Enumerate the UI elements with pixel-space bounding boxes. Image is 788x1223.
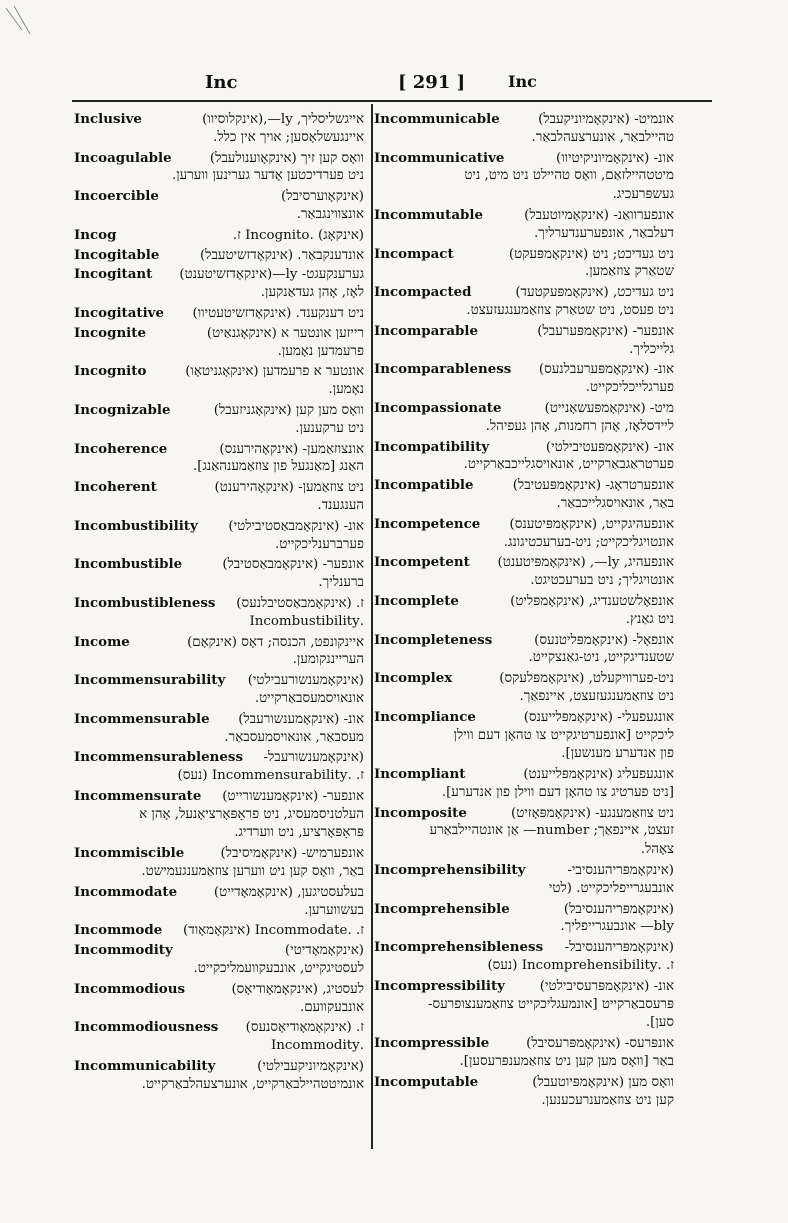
- headword: Incomparableness: [374, 361, 512, 378]
- dictionary-entry: [374, 206, 674, 244]
- definition-continuation: דעלבאַר, אונפערענדערליך.: [534, 225, 674, 241]
- headword: Incommodity: [74, 942, 173, 959]
- headword: Incognite: [74, 324, 146, 341]
- definition-continuation: בעשווערען.: [304, 902, 364, 918]
- page-number: [ 291 ]: [398, 72, 466, 93]
- entry-first-line: [374, 322, 674, 341]
- dictionary-entry: [374, 1034, 674, 1072]
- dictionary-entry: [74, 883, 364, 921]
- definition-text: אונפעהיגקייט, (אינקאָמפּיטענס): [509, 516, 674, 532]
- definition-text: ניט דענקענד. (אינקאָדזשיטעטיוו): [192, 305, 364, 321]
- entry-first-line: [74, 324, 364, 343]
- entry-first-line: [74, 440, 364, 459]
- definition-continuation: האַנג [מאַנגעל פון צוזאַמענהאַנג].: [192, 459, 364, 475]
- headword: Incommodate: [74, 883, 178, 900]
- dictionary-entry: [74, 517, 364, 555]
- definition-text: אונ- (אינקאָמפּעטיבילטי): [545, 439, 674, 455]
- definition-continuation: צאָהל.: [640, 842, 674, 858]
- entry-first-line: [374, 631, 674, 650]
- entry-first-line: [74, 555, 364, 574]
- headword: Incompetent: [374, 554, 470, 571]
- dictionary-entry: [374, 592, 674, 630]
- dictionary-entry: [374, 1073, 674, 1111]
- entry-first-line: [74, 710, 364, 729]
- headword: Incompassionate: [374, 399, 502, 416]
- definition-text: בעלעסטיגען, (אינקאָמאָדייט): [213, 884, 364, 900]
- headword: Incommensurate: [74, 787, 202, 804]
- definition-continuation: לעסטיגקייט, אונבעקוועמליכקייט.: [193, 961, 364, 977]
- definition-text: ז. (אינקאָמאָודיאָסנעס): [245, 1020, 364, 1036]
- definition-text: אונטער א פרעמדען (אינקאָגניטאָו): [185, 364, 364, 380]
- definition-text: ז. .Incommodate (אינקאָמאָוד): [183, 923, 364, 939]
- headword: Incogitative: [74, 304, 164, 321]
- definition-continuation: פערטראַגבאַרקייט, אונאויסגלייכבאַרקייט.: [463, 457, 674, 473]
- entry-first-line: [74, 517, 364, 536]
- entry-first-line: [74, 844, 364, 863]
- definition-continuation: אונטויגליכקייט; ניט-בערעכטיגונג.: [503, 534, 674, 550]
- definition-text: אונגעפעלי- (אינקאָמפּלייענס): [523, 709, 674, 725]
- entry-first-line: [374, 1073, 674, 1092]
- definition-text: אונדענקבאַר. (אינקאָדזשיטעבל): [199, 247, 364, 263]
- entry-first-line: [74, 787, 364, 806]
- dictionary-entry: [74, 921, 364, 940]
- headword: Incommensurability: [74, 672, 226, 689]
- headword: Incommodiousness: [74, 1019, 219, 1036]
- entry-first-line: [374, 708, 674, 727]
- definition-continuation: לאָז, אָהן געדאַנקען.: [260, 285, 364, 301]
- definition-text: (אינקאָמענשורעבילטי): [247, 673, 364, 689]
- definition-continuation: פערגלייכליכקייט.: [585, 380, 674, 396]
- definition-continuation: פרעמדען נאָמען.: [277, 343, 364, 359]
- headword: Incompressibility: [374, 977, 505, 994]
- entry-first-line: [74, 921, 364, 940]
- definition-text: ניט געדיכט, (אינקאָמפּעקטעד): [515, 285, 674, 301]
- definition-text: אונפער- (אינקאָמבאַסטיבל): [222, 557, 364, 573]
- dictionary-entry: [374, 977, 674, 1033]
- entry-first-line: [374, 283, 674, 302]
- definition-continuation: ניט צוזאַמענגעזעצט, איינפאַך.: [519, 688, 674, 704]
- definition-text: ניט צוזאַמען- (אינקאָהירענט): [214, 480, 364, 496]
- dictionary-entry: [74, 941, 364, 979]
- entry-first-line: [74, 149, 364, 168]
- entry-first-line: [74, 633, 364, 652]
- dictionary-entry: [74, 440, 364, 478]
- definition-text: אונפער- (אינקאָמענשורייט): [222, 788, 364, 804]
- definition-continuation: ליידסלאָז, אָהן רחמנות, אָהן געפיהל.: [485, 418, 674, 434]
- headword: Incognizable: [74, 401, 171, 418]
- headword: Incoherence: [74, 440, 168, 457]
- entry-first-line: [74, 1018, 364, 1037]
- entry-first-line: [374, 553, 674, 572]
- definition-continuation: הערייננקומען.: [292, 652, 364, 668]
- headword: Income: [74, 633, 130, 650]
- dictionary-entry: [74, 980, 364, 1018]
- headword: Incomprehensibility: [374, 862, 526, 879]
- definition-continuation: גלייכליך.: [629, 341, 674, 357]
- dictionary-entry: [74, 555, 364, 593]
- headword: Incognito: [74, 363, 147, 380]
- definition-continuation: אונבעגרייפליכקייט. (לטי: [548, 880, 674, 896]
- entry-first-line: [74, 187, 364, 206]
- definition-continuation: באַר, וואָס קען ניט ווערען צוזאַמענגעמישט.: [141, 864, 364, 880]
- header-right-guide: Inc: [508, 72, 537, 91]
- definition-continuation: העלטניסמעסיג, ניט פראָפּאָרציאָנעל, אָהן א: [139, 806, 364, 822]
- dictionary-entry: [374, 938, 674, 976]
- definition-text: (אינקאָג) .Incognito ז.: [232, 227, 364, 243]
- definition-continuation: אונמיטטהיילבאַרקייט, אונערצעהלבאַרקייט.: [141, 1076, 364, 1092]
- dictionary-entry: [374, 669, 674, 707]
- entry-first-line: [374, 206, 674, 225]
- definition-text: אונ- (אינקאָמפּערעבלנעס): [538, 362, 674, 378]
- column-divider: [371, 104, 373, 1149]
- dictionary-entry: [374, 900, 674, 938]
- headword: Incompacted: [374, 284, 472, 301]
- headword: Incommunicability: [74, 1058, 216, 1075]
- headword: Incoercible: [74, 188, 159, 205]
- definition-text: אונפאָלשטענדיג, (אינקאָמפּליט): [510, 593, 674, 609]
- entry-first-line: [374, 765, 674, 784]
- definition-text: (אינקאָמאָדיטי): [284, 943, 364, 959]
- definition-text: ז. (אינקאָמבאַסטיבלנעס): [236, 595, 364, 611]
- headword: Incomprehensibleness: [374, 939, 544, 956]
- headword: Incogitable: [74, 246, 160, 263]
- entry-first-line: [374, 669, 674, 688]
- entry-first-line: [74, 980, 364, 999]
- headword: Incomplete: [374, 592, 459, 609]
- dictionary-entry: [74, 748, 364, 786]
- definition-text: גערענקעגט- ly—(אינקאָדזשיטענט): [179, 267, 364, 283]
- headword: Incombustibleness: [74, 594, 216, 611]
- headword: Incommode: [74, 922, 163, 939]
- definition-continuation: זעצט, איינפאַך; number— אַן אונטהיילבאַרע: [429, 823, 674, 839]
- dictionary-entry: [74, 246, 364, 265]
- definition-text: אונפער- (אינקאָמפּערעבל): [537, 323, 674, 339]
- definition-continuation: געשפּרעכיג.: [612, 187, 674, 203]
- entry-first-line: [74, 362, 364, 381]
- page-header: [60, 72, 710, 102]
- definition-text: ניט געדיכט; ניט (אינקאָמפּעקט): [508, 246, 674, 262]
- dictionary-entry: [74, 1018, 364, 1056]
- definition-text: אונ- (אינקאָמיוניקיטיוו): [555, 150, 674, 166]
- entry-first-line: [374, 399, 674, 418]
- definition-text: אונמיט- (אינקאָמיוניקעבל): [538, 112, 674, 127]
- entry-first-line: [74, 304, 364, 323]
- definition-text: אונצוזאַמען- (אינקאָהירענס): [219, 441, 364, 457]
- entry-first-line: [374, 476, 674, 495]
- headword: Incombustible: [74, 556, 183, 573]
- definition-continuation: אונצווינגבאַר.: [296, 206, 364, 222]
- definition-text: ניט צוזאַמענגע- (אינקאָמפּאָזיט): [511, 805, 674, 821]
- pencil-mark: [0, 0, 60, 60]
- dictionary-entry: [74, 633, 364, 671]
- headword: Incomplex: [374, 670, 453, 687]
- entry-first-line: [374, 861, 674, 880]
- headword: Incompleteness: [374, 631, 493, 648]
- entry-first-line: [374, 110, 674, 129]
- dictionary-entry: [374, 245, 674, 283]
- headword: Incomposite: [374, 804, 467, 821]
- definition-continuation: קען ניט צוזאַמענרעכענען.: [541, 1092, 674, 1108]
- dictionary-entry: [374, 553, 674, 591]
- dictionary-entry: [74, 1057, 364, 1095]
- entry-first-line: [74, 671, 364, 690]
- headword: Incommunicative: [374, 149, 505, 166]
- headword: Incommodious: [74, 980, 186, 997]
- header-rule: [72, 100, 712, 102]
- dictionary-entry: [374, 631, 674, 669]
- dictionary-entry: [74, 671, 364, 709]
- dictionary-entry: [74, 710, 364, 748]
- definition-text: אונ- (אינקאָמפּרעסיבילטי): [539, 978, 674, 994]
- dictionary-entry: [374, 765, 674, 803]
- dictionary-entry: [74, 362, 364, 400]
- definition-continuation: הענגענד.: [317, 497, 364, 513]
- entry-first-line: [74, 110, 364, 129]
- definition-text: (אינקאָוערסיבל): [281, 189, 364, 205]
- definition-continuation: [ניט פערטיג צו טהאָן דעם ווילן פון אנדערע].: [441, 784, 674, 800]
- dictionary-entry: [374, 515, 674, 553]
- headword: Incompressible: [374, 1035, 490, 1052]
- definition-continuation: ניט פערדיכטען אָדער גערינען ווערען.: [171, 168, 364, 184]
- dictionary-entry: [374, 476, 674, 514]
- headword: Incombustibility: [74, 517, 198, 534]
- dictionary-entry: [374, 399, 674, 437]
- headword: Incommutable: [374, 206, 483, 223]
- headword: Incomprehensible: [374, 900, 510, 917]
- headword: Incompatibility: [374, 438, 490, 455]
- dictionary-entry: [74, 265, 364, 303]
- dictionary-entry: [374, 804, 674, 860]
- dictionary-entry: [374, 322, 674, 360]
- entry-first-line: [74, 265, 364, 284]
- definition-text: (אינקאָמיוניקעבילטי): [257, 1059, 364, 1075]
- entry-first-line: [374, 938, 674, 957]
- definition-continuation: .Incommodity: [271, 1038, 364, 1054]
- definition-continuation: פּרעסבאַרקייט [אונמעגליכקייט צוזאַמענצופרעס-: [427, 996, 674, 1012]
- entry-first-line: [74, 594, 364, 613]
- definition-text: מיט- (אינקאָמפּעשאָנייט): [544, 400, 674, 416]
- definition-text: אונפּרעס- (אינקאָמפּרעסיבל): [526, 1036, 674, 1052]
- dictionary-entry: [74, 401, 364, 439]
- definition-continuation: אונטויגליך; ניט בערעכטיגט.: [530, 573, 674, 589]
- definition-continuation: אונאויסמעסבאַרקייט.: [254, 690, 364, 706]
- right-column: [374, 110, 674, 1111]
- definition-continuation: ניט גאַנץ.: [625, 611, 674, 627]
- entry-first-line: [74, 1057, 364, 1076]
- dictionary-entry: [74, 187, 364, 225]
- dictionary-entry: [374, 708, 674, 764]
- dictionary-entry: [74, 787, 364, 843]
- headword: Incoagulable: [74, 149, 172, 166]
- definition-text: וואָס מען קען (אינקאָגניזעבל): [213, 402, 364, 418]
- definition-continuation: טהיילבאַר, אונערצעהלבאַר.: [531, 129, 674, 145]
- definition-continuation: מעסבאַר, אונאויסמעסבאַר.: [224, 729, 364, 745]
- definition-text: וואָס מען (אינקאָמפּיוטעבל): [532, 1074, 674, 1090]
- headword: Incomputable: [374, 1073, 479, 1090]
- entry-first-line: [374, 900, 674, 919]
- definition-text: וואָס קען זיך (אינקאָוענולעבל): [209, 150, 364, 166]
- dictionary-entry: [74, 594, 364, 632]
- header-left-guide: Inc: [205, 72, 238, 93]
- definition-text: (אינקאָמפּריהענסיבל-: [564, 940, 674, 956]
- definition-continuation: מיטטהיילזאַם, וואָס טהיילט ניט מיט, ניט: [464, 168, 674, 184]
- definition-continuation: פּראָפּאָרציע, ניט ווערדיג.: [234, 825, 364, 841]
- definition-continuation: ז. .Incomprehensibility (נעס): [487, 958, 674, 974]
- definition-continuation: שטאַרק צוזאַמען.: [584, 264, 674, 280]
- definition-text: אונ- (אינקאָמענשורעבל): [238, 711, 364, 727]
- dictionary-entry: [374, 110, 674, 148]
- headword: Inclusive: [74, 111, 142, 127]
- headword: Incommensurableness: [74, 749, 243, 766]
- definition-continuation: ליכקייט [אונפערטיגקייט צו טהאָן דעם ווילן: [453, 727, 674, 743]
- dictionary-entry: [74, 110, 364, 148]
- definition-text: איינקונפט, הכנסה; דאָס (אינקאָם): [187, 634, 364, 650]
- entry-first-line: [74, 246, 364, 265]
- headword: Incompliance: [374, 708, 476, 725]
- definition-continuation: נאָמען.: [328, 382, 364, 398]
- entry-first-line: [74, 478, 364, 497]
- definition-continuation: איינגעשלאָסען; אויך אין כלל.: [213, 129, 364, 145]
- definition-continuation: ניט ערקענען.: [295, 420, 364, 436]
- entry-first-line: [74, 748, 364, 767]
- entry-first-line: [74, 226, 364, 245]
- headword: Incoherent: [74, 479, 157, 496]
- entry-first-line: [374, 360, 674, 379]
- definition-continuation: ברענליך.: [318, 575, 364, 591]
- headword: Incomparable: [374, 322, 478, 339]
- definition-text: (אינקאָמפּריהענסיבל): [563, 901, 674, 917]
- headword: Incompliant: [374, 766, 466, 783]
- definition-text: אונפאָל- (אינקאָמפּליטנעס): [534, 632, 674, 648]
- definition-text: לעסטיג, (אינקאָמאָודיאָס): [231, 981, 364, 997]
- definition-continuation: ניט פעסט, ניט שטאַרק צוזאַמענגעזעצט.: [466, 302, 674, 318]
- dictionary-entry: [74, 478, 364, 516]
- definition-continuation: סען].: [645, 1015, 674, 1031]
- entry-first-line: [374, 592, 674, 611]
- dictionary-entry: [374, 438, 674, 476]
- dictionary-entry: [74, 149, 364, 187]
- left-column: [74, 110, 364, 1096]
- definition-continuation: אונבעקוועם.: [299, 999, 364, 1015]
- definition-continuation: פערברענליכקייט.: [275, 536, 364, 552]
- entry-first-line: [74, 401, 364, 420]
- definition-text: אונגעפעליג (אינקאָמפּלייענט): [523, 767, 674, 783]
- definition-text: (אינקאָמענשורעבל-: [263, 750, 364, 766]
- definition-continuation: bly— אונבעגרייפליך.: [560, 919, 674, 935]
- dictionary-entry: [374, 861, 674, 899]
- entry-first-line: [74, 883, 364, 902]
- headword: Incommiscible: [74, 845, 185, 862]
- definition-text: אונ- (אינקאָמבאַסטיבילטי): [228, 518, 364, 534]
- entry-first-line: [374, 438, 674, 457]
- definition-continuation: ז. .Incommensurability (נעס): [177, 768, 364, 784]
- headword: Incommunicable: [374, 111, 500, 127]
- entry-first-line: [374, 1034, 674, 1053]
- dictionary-entry: [374, 283, 674, 321]
- definition-text: (אינקאָמפּריהענסיבי-: [567, 863, 674, 879]
- entry-first-line: [374, 515, 674, 534]
- definition-continuation: שטענדיגקייט, ניט-גאַנצקייט.: [528, 650, 674, 666]
- definition-continuation: .Incombustibility: [249, 613, 364, 629]
- dictionary-entry: [374, 360, 674, 398]
- entry-first-line: [374, 149, 674, 168]
- definition-text: אונפערטראָג- (אינקאָמפּעטיבל): [512, 478, 674, 494]
- headword: Incompatible: [374, 477, 474, 494]
- definition-text: אונפערוואַנ- (אינקאָמיוטעבל): [524, 207, 674, 223]
- headword: Incompetence: [374, 515, 481, 532]
- definition-continuation: באַר [וואָס מען קען ניט צוזאַמענפּרעסען].: [459, 1054, 674, 1070]
- definition-text: רייזען אונטער א (אינקאָגנאַיט): [206, 325, 364, 341]
- entry-first-line: [374, 804, 674, 823]
- entry-first-line: [374, 245, 674, 264]
- definition-text: אונפעהיג, ly—, (אינקאָמפּיטענט): [497, 555, 674, 571]
- entry-first-line: [74, 941, 364, 960]
- headword: Incog: [74, 226, 117, 243]
- headword: Incompact: [374, 245, 454, 262]
- dictionary-entry: [74, 844, 364, 882]
- definition-text: אייגשליסליך, ly—,(אינקלוסיוו): [202, 112, 364, 127]
- definition-continuation: פון אנדערע מענשען].: [561, 746, 674, 762]
- dictionary-entry: [74, 324, 364, 362]
- entry-first-line: [374, 977, 674, 996]
- definition-text: אונפערמיש- (אינקאָמיסיבל): [220, 846, 364, 862]
- dictionary-entry: [74, 226, 364, 245]
- dictionary-entry: [74, 304, 364, 323]
- headword: Incommensurable: [74, 710, 210, 727]
- definition-text: ניט-פערוויקעלט, (אינקאָמפּלעקס): [499, 671, 674, 687]
- definition-continuation: באַר, אונאויסגלייכבאַר.: [556, 495, 674, 511]
- dictionary-entry: [374, 149, 674, 205]
- headword: Incogitant: [74, 266, 153, 283]
